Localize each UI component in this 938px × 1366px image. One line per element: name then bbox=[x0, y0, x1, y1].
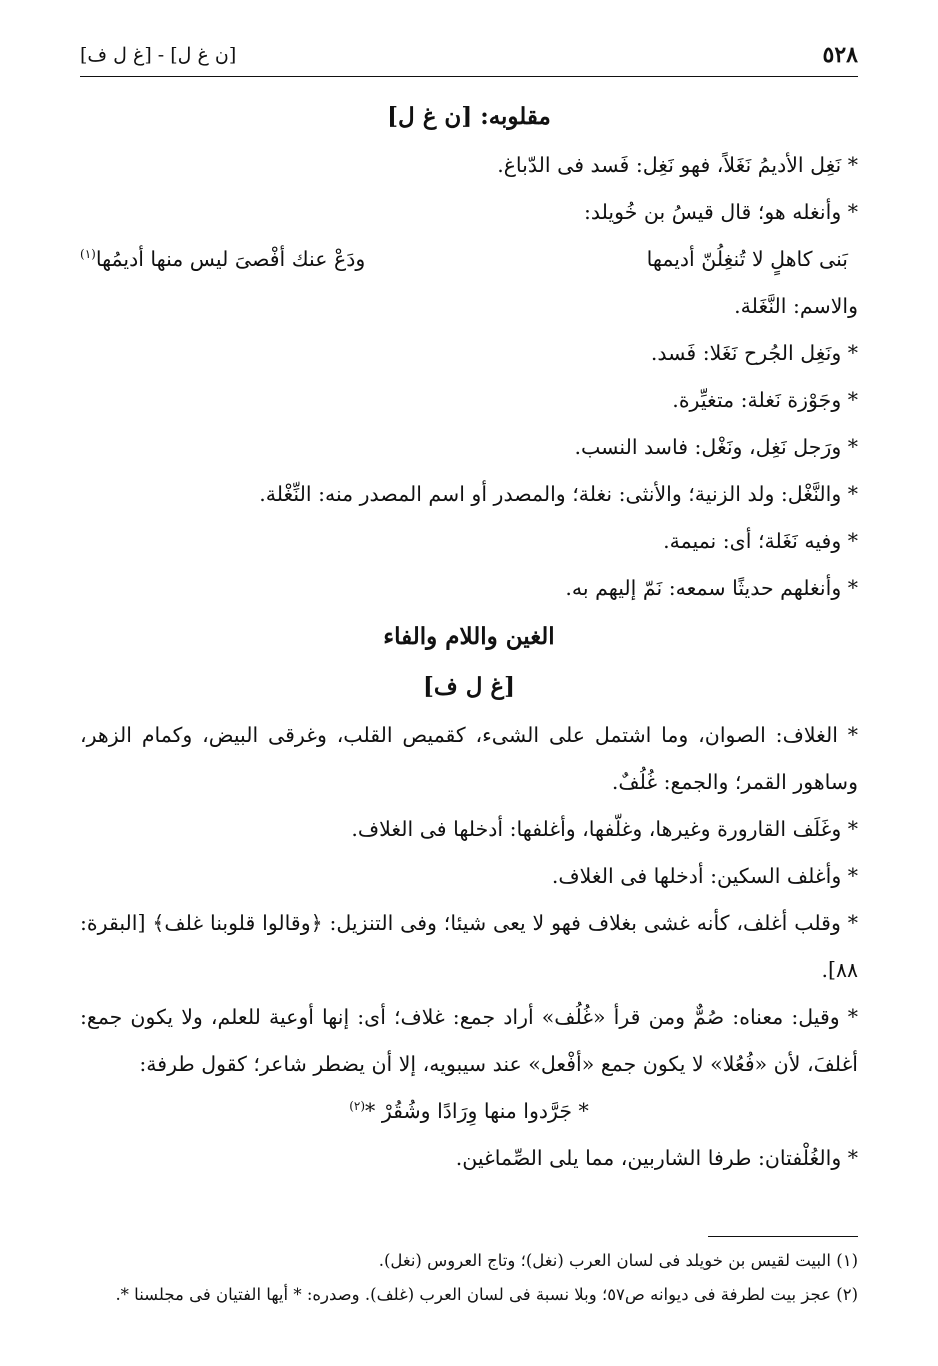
page-number: ٥٢٨ bbox=[822, 42, 858, 68]
section-heading-ghlf: [غ ل ف] bbox=[422, 673, 516, 700]
footnotes bbox=[80, 1244, 858, 1312]
footnote-marker: (١) bbox=[80, 247, 96, 262]
footnote-marker: (٢) bbox=[349, 1099, 366, 1114]
footnote: (٢) عجز بيت لطرفة فى ديوانه ص٥٧؛ وبلا نسبة فى لسان العرب (غلف). وصدره: * أيها الفتيان فى مجلسنا *. bbox=[115, 1285, 858, 1304]
chapter-heading: الغين واللام والفاء bbox=[383, 623, 555, 650]
entry-paragraph: * الغلاف: الصوان، وما اشتمل على الشىء، كقميص القلب، وغرقى البيض، وكمام الزهر، وساهور القمر؛ والجمع: غُلُفٌ. bbox=[80, 723, 858, 794]
page-header bbox=[80, 42, 858, 77]
verse-second-hemistich-wrap bbox=[80, 236, 365, 283]
section-heading-nghl: مقلوبه: [ن غ ل] bbox=[387, 103, 551, 130]
poem-verse bbox=[80, 236, 858, 283]
entry-line: * والنَّغْل: ولد الزنية؛ والأنثى: نغلة؛ والمصدر أو اسم المصدر منه: النِّغْلة. bbox=[259, 482, 858, 506]
entry-line: * وأنغله هو؛ قال قيسُ بن خُويلد: bbox=[583, 200, 858, 224]
entry-paragraph: * وقلب أغلف، كأنه غشى بغلاف فهو لا يعى شيئا؛ وفى التنزيل: ﴿وقالوا قلوبنا غلف﴾ [البقرة: ٨٨]. bbox=[80, 911, 858, 982]
entry-paragraph: * وأغلف السكين: أدخلها فى الغلاف. bbox=[551, 864, 858, 888]
verse-second-hemistich: ودَعْ عنك أفْصىَ ليس منها أديمُها bbox=[95, 247, 366, 271]
entry-line: والاسم: النَّغَلة. bbox=[734, 294, 858, 318]
entry-line: * ورَجل نَغِل، ونَغْل: فاسد النسب. bbox=[574, 435, 858, 459]
entry-line: * وفيه نَغَلة؛ أى: نميمة. bbox=[663, 529, 858, 553]
footnote-divider bbox=[708, 1236, 858, 1237]
half-verse bbox=[80, 1088, 858, 1135]
entry-paragraph: * وقيل: معناه: صُمٌّ ومن قرأ «غُلُف» أراد جمع: غلاف؛ أى: إنها أوعية للعلم، ولا يكون جمع: أغلفَ، لأن «فُعُلا» لا يكون جمع «أفْعل» عند سيبويه، إلا أن يضطر شاعر؛ كقول طرفة: bbox=[80, 1005, 858, 1076]
half-verse-text: * جَرَّدوا منها وِرَادًا وشُقُرْ * bbox=[365, 1099, 589, 1123]
page-body bbox=[80, 92, 858, 1182]
entry-line: * وجَوْزة نَغلة: متغيِّرة. bbox=[672, 388, 858, 412]
footnote: (١) البيت لقيس بن خويلد فى لسان العرب (نغل)؛ وتاج العروس (نغل). bbox=[378, 1251, 858, 1270]
verse-first-hemistich: بَنى كاهلٍ لا تُنغِلُنّ أديمها bbox=[646, 247, 848, 271]
entry-line: * وأنغلهم حديثًا سمعه: نَمّ إليهم به. bbox=[565, 576, 858, 600]
entry-line: * نَغِل الأديمُ نَغَلاً، فهو نَغِل: فَسد فى الدّباغ. bbox=[497, 153, 858, 177]
entry-paragraph: * وغَلَف القارورة وغيرها، وغلّفها، وأغلفها: أدخلها فى الغلاف. bbox=[351, 817, 858, 841]
entry-paragraph: * والغُلْفتان: طرفا الشاربين، مما يلى الصِّماغين. bbox=[455, 1146, 858, 1170]
entry-line: * ونَغِل الجُرح نَغَلا: فَسد. bbox=[650, 341, 858, 365]
running-title: [ن غ ل] - [غ ل ف] bbox=[80, 44, 237, 66]
